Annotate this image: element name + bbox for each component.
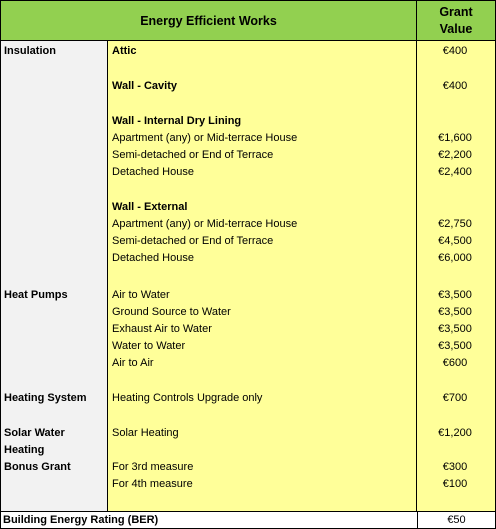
header-title: Energy Efficient Works [1,1,417,41]
footer-ber-value: €50 [447,514,466,526]
item-internal-detached: Detached House [112,166,194,178]
value-column [417,41,495,511]
value-hp-exhaust-air: €3,500 [438,323,472,335]
header-grant-value [417,1,495,41]
footer-row [1,511,495,528]
item-solar-heating: Solar Heating [112,427,179,439]
category-insulation: Insulation [4,45,56,57]
item-external-semi: Semi-detached or End of Terrace [112,235,274,247]
item-external-detached: Detached House [112,252,194,264]
value-hp-air-to-water: €3,500 [438,289,472,301]
header-grant-line2: Value [439,21,473,36]
header-grant-line1: Grant [439,4,473,19]
item-wall-external: Wall - External [112,201,188,213]
item-heating-controls: Heating Controls Upgrade only [112,392,263,404]
value-solar-heating: €1,200 [438,427,472,439]
value-external-apartment: €2,750 [438,218,472,230]
value-external-semi: €4,500 [438,235,472,247]
value-hp-water-to-water: €3,500 [438,340,472,352]
value-attic: €400 [442,45,468,57]
item-wall-cavity: Wall - Cavity [112,80,177,92]
value-internal-detached: €2,400 [438,166,472,178]
item-attic: Attic [112,45,137,57]
item-hp-air-to-air: Air to Air [112,357,154,369]
item-hp-water-to-water: Water to Water [112,340,186,352]
category-column [1,41,108,511]
value-bonus-3rd: €300 [442,461,468,473]
item-wall-internal: Wall - Internal Dry Lining [112,115,242,127]
item-bonus-3rd: For 3rd measure [112,461,194,473]
value-internal-semi: €2,200 [438,149,472,161]
item-hp-exhaust-air: Exhaust Air to Water [112,323,212,335]
footer-ber-label: Building Energy Rating (BER) [3,514,159,526]
category-solar-water-line1: Solar Water [4,427,65,439]
category-bonus-grant: Bonus Grant [4,461,71,473]
value-bonus-4th: €100 [442,478,468,490]
item-bonus-4th: For 4th measure [112,478,193,490]
value-internal-apartment: €1,600 [438,132,472,144]
value-external-detached: €6,000 [438,252,472,264]
item-hp-ground-source: Ground Source to Water [112,306,231,318]
category-heating-system: Heating System [4,392,87,404]
value-hp-ground-source: €3,500 [438,306,472,318]
value-hp-air-to-air: €600 [442,357,468,369]
works-column [108,41,417,511]
category-solar-water-line2: Heating [4,444,45,456]
item-external-apartment: Apartment (any) or Mid-terrace House [112,218,298,230]
category-heat-pumps: Heat Pumps [4,289,68,301]
value-wall-cavity: €400 [442,80,468,92]
item-internal-semi: Semi-detached or End of Terrace [112,149,274,161]
value-heating-controls: €700 [442,392,468,404]
item-hp-air-to-water: Air to Water [112,289,170,301]
item-internal-apartment: Apartment (any) or Mid-terrace House [112,132,298,144]
